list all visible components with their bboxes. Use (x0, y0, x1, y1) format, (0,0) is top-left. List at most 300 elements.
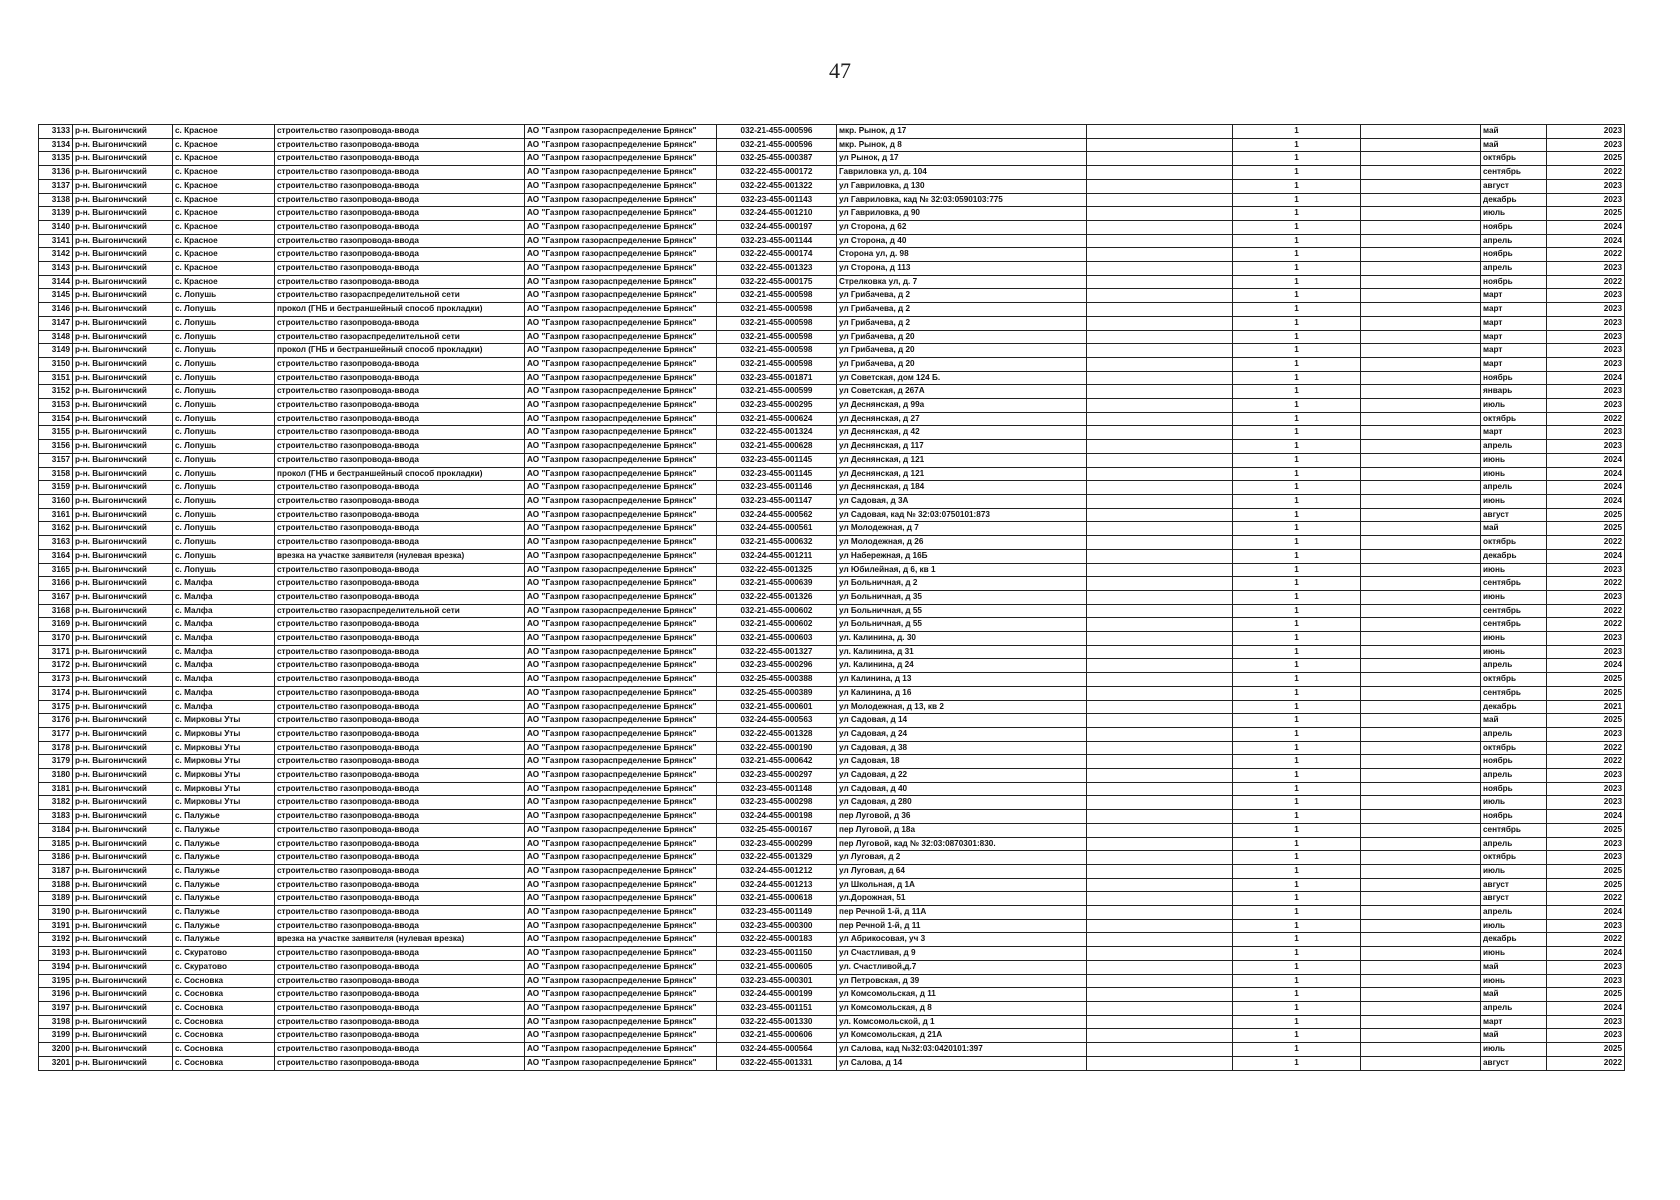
empty-column-cell (1087, 152, 1233, 166)
row-number-cell: 3189 (39, 892, 73, 906)
row-number-cell: 3147 (39, 316, 73, 330)
year-cell: 2024 (1547, 234, 1625, 248)
district-cell: р-н. Выгоничский (73, 632, 173, 646)
table-row (39, 330, 1625, 344)
organization-cell: АО "Газпром газораспределение Брянск" (525, 481, 717, 495)
application-code-cell: 032-23-455-001871 (717, 371, 837, 385)
district-cell: р-н. Выгоничский (73, 385, 173, 399)
empty-column-cell (1361, 385, 1481, 399)
quantity-cell: 1 (1233, 960, 1361, 974)
organization-cell: АО "Газпром газораспределение Брянск" (525, 659, 717, 673)
district-cell: р-н. Выгоничский (73, 138, 173, 152)
empty-column-cell (1361, 851, 1481, 865)
application-code-cell: 032-24-455-001210 (717, 207, 837, 221)
district-cell: р-н. Выгоничский (73, 947, 173, 961)
row-number-cell: 3168 (39, 604, 73, 618)
month-cell: май (1481, 138, 1547, 152)
year-cell: 2023 (1547, 344, 1625, 358)
row-number-cell: 3159 (39, 481, 73, 495)
year-cell: 2024 (1547, 810, 1625, 824)
quantity-cell: 1 (1233, 769, 1361, 783)
quantity-cell: 1 (1233, 947, 1361, 961)
year-cell: 2023 (1547, 385, 1625, 399)
empty-column-cell (1361, 632, 1481, 646)
work-type-cell: строительство газопровода-ввода (275, 179, 525, 193)
empty-column-cell (1087, 440, 1233, 454)
settlement-cell: с. Красное (173, 179, 275, 193)
application-code-cell: 032-21-455-000632 (717, 536, 837, 550)
year-cell: 2024 (1547, 659, 1625, 673)
quantity-cell: 1 (1233, 878, 1361, 892)
empty-column-cell (1087, 810, 1233, 824)
work-type-cell: строительство газопровода-ввода (275, 536, 525, 550)
address-cell: ул Садовая, д 40 (837, 782, 1087, 796)
application-code-cell: 032-21-455-000598 (717, 357, 837, 371)
settlement-cell: с. Мирковы Уты (173, 714, 275, 728)
organization-cell: АО "Газпром газораспределение Брянск" (525, 220, 717, 234)
address-cell: ул Рынок, д 17 (837, 152, 1087, 166)
organization-cell: АО "Газпром газораспределение Брянск" (525, 960, 717, 974)
application-code-cell: 032-22-455-001331 (717, 1056, 837, 1070)
district-cell: р-н. Выгоничский (73, 919, 173, 933)
row-number-cell: 3182 (39, 796, 73, 810)
address-cell: ул Молодежная, д 7 (837, 522, 1087, 536)
table-row (39, 316, 1625, 330)
application-code-cell: 032-21-455-000601 (717, 700, 837, 714)
settlement-cell: с. Мирковы Уты (173, 769, 275, 783)
application-code-cell: 032-22-455-001322 (717, 179, 837, 193)
row-number-cell: 3140 (39, 220, 73, 234)
work-type-cell: строительство газопровода-ввода (275, 275, 525, 289)
organization-cell: АО "Газпром газораспределение Брянск" (525, 549, 717, 563)
table-row (39, 371, 1625, 385)
organization-cell: АО "Газпром газораспределение Брянск" (525, 179, 717, 193)
quantity-cell: 1 (1233, 1015, 1361, 1029)
district-cell: р-н. Выгоничский (73, 796, 173, 810)
empty-column-cell (1361, 714, 1481, 728)
month-cell: ноябрь (1481, 755, 1547, 769)
empty-column-cell (1087, 522, 1233, 536)
row-number-cell: 3198 (39, 1015, 73, 1029)
district-cell: р-н. Выгоничский (73, 618, 173, 632)
quantity-cell: 1 (1233, 796, 1361, 810)
settlement-cell: с. Палужье (173, 906, 275, 920)
address-cell: пер Луговой, кад № 32:03:0870301:830. (837, 837, 1087, 851)
month-cell: апрель (1481, 837, 1547, 851)
empty-column-cell (1361, 289, 1481, 303)
quantity-cell: 1 (1233, 234, 1361, 248)
empty-column-cell (1361, 522, 1481, 536)
year-cell: 2023 (1547, 330, 1625, 344)
organization-cell: АО "Газпром газораспределение Брянск" (525, 906, 717, 920)
empty-column-cell (1361, 769, 1481, 783)
month-cell: октябрь (1481, 412, 1547, 426)
address-cell: ул Садовая, 18 (837, 755, 1087, 769)
work-type-cell: строительство газопровода-ввода (275, 481, 525, 495)
table-row (39, 536, 1625, 550)
year-cell: 2023 (1547, 590, 1625, 604)
year-cell: 2025 (1547, 864, 1625, 878)
settlement-cell: с. Красное (173, 220, 275, 234)
month-cell: апрель (1481, 234, 1547, 248)
organization-cell: АО "Газпром газораспределение Брянск" (525, 686, 717, 700)
settlement-cell: с. Лопушь (173, 289, 275, 303)
settlement-cell: с. Лопушь (173, 508, 275, 522)
table-row (39, 673, 1625, 687)
empty-column-cell (1087, 618, 1233, 632)
quantity-cell: 1 (1233, 248, 1361, 262)
empty-column-cell (1361, 673, 1481, 687)
empty-column-cell (1361, 810, 1481, 824)
application-code-cell: 032-25-455-000388 (717, 673, 837, 687)
row-number-cell: 3177 (39, 727, 73, 741)
empty-column-cell (1087, 371, 1233, 385)
empty-column-cell (1087, 769, 1233, 783)
empty-column-cell (1361, 330, 1481, 344)
address-cell: ул. Калинина, д 31 (837, 645, 1087, 659)
empty-column-cell (1087, 1029, 1233, 1043)
district-cell: р-н. Выгоничский (73, 248, 173, 262)
address-cell: ул Садовая, д 280 (837, 796, 1087, 810)
empty-column-cell (1361, 1002, 1481, 1016)
row-number-cell: 3171 (39, 645, 73, 659)
work-type-cell: строительство газопровода-ввода (275, 125, 525, 139)
page-number: 47 (829, 58, 851, 83)
empty-column-cell (1087, 947, 1233, 961)
application-code-cell: 032-23-455-001146 (717, 481, 837, 495)
settlement-cell: с. Лопушь (173, 385, 275, 399)
organization-cell: АО "Газпром газораспределение Брянск" (525, 371, 717, 385)
empty-column-cell (1361, 316, 1481, 330)
row-number-cell: 3184 (39, 823, 73, 837)
work-type-cell: строительство газопровода-ввода (275, 645, 525, 659)
year-cell: 2023 (1547, 440, 1625, 454)
application-code-cell: 032-21-455-000599 (717, 385, 837, 399)
empty-column-cell (1087, 1002, 1233, 1016)
empty-column-cell (1087, 166, 1233, 180)
application-code-cell: 032-23-455-000300 (717, 919, 837, 933)
row-number-cell: 3153 (39, 399, 73, 413)
application-code-cell: 032-23-455-000297 (717, 769, 837, 783)
district-cell: р-н. Выгоничский (73, 344, 173, 358)
empty-column-cell (1361, 686, 1481, 700)
organization-cell: АО "Газпром газораспределение Брянск" (525, 782, 717, 796)
month-cell: март (1481, 303, 1547, 317)
organization-cell: АО "Газпром газораспределение Брянск" (525, 303, 717, 317)
row-number-cell: 3187 (39, 864, 73, 878)
year-cell: 2023 (1547, 796, 1625, 810)
table-row (39, 440, 1625, 454)
row-number-cell: 3175 (39, 700, 73, 714)
district-cell: р-н. Выгоничский (73, 837, 173, 851)
row-number-cell: 3139 (39, 207, 73, 221)
table-row (39, 494, 1625, 508)
empty-column-cell (1087, 481, 1233, 495)
address-cell: ул. Калинина, д 24 (837, 659, 1087, 673)
quantity-cell: 1 (1233, 1029, 1361, 1043)
organization-cell: АО "Газпром газораспределение Брянск" (525, 577, 717, 591)
table-row (39, 864, 1625, 878)
address-cell: ул Деснянская, д 42 (837, 426, 1087, 440)
application-code-cell: 032-23-455-001149 (717, 906, 837, 920)
year-cell: 2023 (1547, 851, 1625, 865)
year-cell: 2022 (1547, 933, 1625, 947)
table-row (39, 837, 1625, 851)
district-cell: р-н. Выгоничский (73, 673, 173, 687)
address-cell: ул Комсомольская, д 21А (837, 1029, 1087, 1043)
month-cell: ноябрь (1481, 220, 1547, 234)
table-row (39, 179, 1625, 193)
settlement-cell: с. Сосновка (173, 1015, 275, 1029)
row-number-cell: 3166 (39, 577, 73, 591)
district-cell: р-н. Выгоничский (73, 892, 173, 906)
address-cell: ул Луговая, д 64 (837, 864, 1087, 878)
table-row (39, 234, 1625, 248)
settlement-cell: с. Красное (173, 248, 275, 262)
empty-column-cell (1087, 125, 1233, 139)
quantity-cell: 1 (1233, 632, 1361, 646)
quantity-cell: 1 (1233, 549, 1361, 563)
year-cell: 2022 (1547, 248, 1625, 262)
organization-cell: АО "Газпром газораспределение Брянск" (525, 426, 717, 440)
empty-column-cell (1087, 892, 1233, 906)
table-row (39, 796, 1625, 810)
empty-column-cell (1361, 755, 1481, 769)
application-code-cell: 032-25-455-000389 (717, 686, 837, 700)
empty-column-cell (1087, 782, 1233, 796)
organization-cell: АО "Газпром газораспределение Брянск" (525, 412, 717, 426)
settlement-cell: с. Лопушь (173, 344, 275, 358)
month-cell: апрель (1481, 769, 1547, 783)
organization-cell: АО "Газпром газораспределение Брянск" (525, 330, 717, 344)
address-cell: ул Больничная, д 55 (837, 618, 1087, 632)
quantity-cell: 1 (1233, 700, 1361, 714)
organization-cell: АО "Газпром газораспределение Брянск" (525, 262, 717, 276)
address-cell: ул Абрикосовая, уч 3 (837, 933, 1087, 947)
application-code-cell: 032-24-455-001212 (717, 864, 837, 878)
settlement-cell: с. Лопушь (173, 563, 275, 577)
row-number-cell: 3152 (39, 385, 73, 399)
year-cell: 2024 (1547, 220, 1625, 234)
settlement-cell: с. Лопушь (173, 536, 275, 550)
year-cell: 2025 (1547, 152, 1625, 166)
year-cell: 2023 (1547, 769, 1625, 783)
row-number-cell: 3193 (39, 947, 73, 961)
empty-column-cell (1087, 536, 1233, 550)
year-cell: 2023 (1547, 837, 1625, 851)
settlement-cell: с. Лопушь (173, 453, 275, 467)
application-code-cell: 032-23-455-001150 (717, 947, 837, 961)
address-cell: ул Петровская, д 39 (837, 974, 1087, 988)
organization-cell: АО "Газпром газораспределение Брянск" (525, 919, 717, 933)
settlement-cell: с. Палужье (173, 892, 275, 906)
year-cell: 2023 (1547, 303, 1625, 317)
organization-cell: АО "Газпром газораспределение Брянск" (525, 399, 717, 413)
quantity-cell: 1 (1233, 399, 1361, 413)
organization-cell: АО "Газпром газораспределение Брянск" (525, 645, 717, 659)
quantity-cell: 1 (1233, 152, 1361, 166)
organization-cell: АО "Газпром газораспределение Брянск" (525, 453, 717, 467)
settlement-cell: с. Палужье (173, 864, 275, 878)
organization-cell: АО "Газпром газораспределение Брянск" (525, 563, 717, 577)
empty-column-cell (1361, 275, 1481, 289)
year-cell: 2023 (1547, 645, 1625, 659)
table-row (39, 385, 1625, 399)
month-cell: июнь (1481, 590, 1547, 604)
empty-column-cell (1087, 823, 1233, 837)
table-row (39, 727, 1625, 741)
year-cell: 2023 (1547, 727, 1625, 741)
row-number-cell: 3170 (39, 632, 73, 646)
empty-column-cell (1361, 412, 1481, 426)
quantity-cell: 1 (1233, 741, 1361, 755)
application-code-cell: 032-24-455-000563 (717, 714, 837, 728)
work-type-cell: строительство газопровода-ввода (275, 316, 525, 330)
row-number-cell: 3145 (39, 289, 73, 303)
table-row (39, 700, 1625, 714)
district-cell: р-н. Выгоничский (73, 974, 173, 988)
organization-cell: АО "Газпром газораспределение Брянск" (525, 316, 717, 330)
table-row (39, 399, 1625, 413)
table-row (39, 453, 1625, 467)
district-cell: р-н. Выгоничский (73, 645, 173, 659)
application-code-cell: 032-25-455-000387 (717, 152, 837, 166)
empty-column-cell (1361, 453, 1481, 467)
quantity-cell: 1 (1233, 686, 1361, 700)
quantity-cell: 1 (1233, 919, 1361, 933)
year-cell: 2024 (1547, 947, 1625, 961)
work-type-cell: строительство газопровода-ввода (275, 166, 525, 180)
settlement-cell: с. Лопушь (173, 371, 275, 385)
organization-cell: АО "Газпром газораспределение Брянск" (525, 974, 717, 988)
address-cell: ул Грибачева, д 2 (837, 303, 1087, 317)
organization-cell: АО "Газпром газораспределение Брянск" (525, 851, 717, 865)
month-cell: март (1481, 357, 1547, 371)
empty-column-cell (1087, 426, 1233, 440)
work-type-cell: строительство газопровода-ввода (275, 262, 525, 276)
organization-cell: АО "Газпром газораспределение Брянск" (525, 590, 717, 604)
month-cell: июль (1481, 1043, 1547, 1057)
empty-column-cell (1361, 371, 1481, 385)
district-cell: р-н. Выгоничский (73, 878, 173, 892)
settlement-cell: с. Малфа (173, 590, 275, 604)
table-row (39, 248, 1625, 262)
empty-column-cell (1087, 549, 1233, 563)
month-cell: май (1481, 714, 1547, 728)
settlement-cell: с. Сосновка (173, 988, 275, 1002)
table-row (39, 125, 1625, 139)
month-cell: август (1481, 892, 1547, 906)
row-number-cell: 3164 (39, 549, 73, 563)
application-code-cell: 032-24-455-000564 (717, 1043, 837, 1057)
empty-column-cell (1087, 494, 1233, 508)
address-cell: ул. Счастливой,д.7 (837, 960, 1087, 974)
empty-column-cell (1361, 837, 1481, 851)
year-cell: 2023 (1547, 193, 1625, 207)
work-type-cell: строительство газопровода-ввода (275, 769, 525, 783)
district-cell: р-н. Выгоничский (73, 275, 173, 289)
empty-column-cell (1361, 988, 1481, 1002)
application-code-cell: 032-24-455-000199 (717, 988, 837, 1002)
empty-column-cell (1361, 467, 1481, 481)
quantity-cell: 1 (1233, 316, 1361, 330)
table-row (39, 769, 1625, 783)
address-cell: пер Луговой, д 36 (837, 810, 1087, 824)
work-type-cell: строительство газопровода-ввода (275, 988, 525, 1002)
year-cell: 2023 (1547, 138, 1625, 152)
address-cell: ул Деснянская, д 121 (837, 453, 1087, 467)
empty-column-cell (1087, 316, 1233, 330)
application-code-cell: 032-23-455-000298 (717, 796, 837, 810)
table-row (39, 645, 1625, 659)
empty-column-cell (1361, 796, 1481, 810)
month-cell: июль (1481, 207, 1547, 221)
empty-column-cell (1087, 275, 1233, 289)
table-row (39, 138, 1625, 152)
quantity-cell: 1 (1233, 303, 1361, 317)
application-code-cell: 032-21-455-000605 (717, 960, 837, 974)
settlement-cell: с. Малфа (173, 577, 275, 591)
year-cell: 2023 (1547, 399, 1625, 413)
empty-column-cell (1087, 193, 1233, 207)
district-cell: р-н. Выгоничский (73, 357, 173, 371)
month-cell: июль (1481, 796, 1547, 810)
month-cell: сентябрь (1481, 604, 1547, 618)
district-cell: р-н. Выгоничский (73, 399, 173, 413)
quantity-cell: 1 (1233, 522, 1361, 536)
quantity-cell: 1 (1233, 330, 1361, 344)
month-cell: август (1481, 508, 1547, 522)
table-row (39, 549, 1625, 563)
application-code-cell: 032-23-455-001145 (717, 453, 837, 467)
year-cell: 2025 (1547, 823, 1625, 837)
row-number-cell: 3200 (39, 1043, 73, 1057)
district-cell: р-н. Выгоничский (73, 494, 173, 508)
empty-column-cell (1087, 645, 1233, 659)
district-cell: р-н. Выгоничский (73, 179, 173, 193)
settlement-cell: с. Сосновка (173, 1002, 275, 1016)
empty-column-cell (1087, 851, 1233, 865)
settlement-cell: с. Лопушь (173, 357, 275, 371)
empty-column-cell (1087, 563, 1233, 577)
work-type-cell: строительство газораспределительной сети (275, 604, 525, 618)
address-cell: ул Советская, дом 124 Б. (837, 371, 1087, 385)
settlement-cell: с. Малфа (173, 645, 275, 659)
empty-column-cell (1087, 138, 1233, 152)
organization-cell: АО "Газпром газораспределение Брянск" (525, 344, 717, 358)
empty-column-cell (1361, 179, 1481, 193)
work-type-cell: строительство газопровода-ввода (275, 632, 525, 646)
work-type-cell: строительство газопровода-ввода (275, 522, 525, 536)
empty-column-cell (1361, 508, 1481, 522)
table-row (39, 755, 1625, 769)
application-code-cell: 032-23-455-000299 (717, 837, 837, 851)
application-code-cell: 032-21-455-000598 (717, 303, 837, 317)
row-number-cell: 3158 (39, 467, 73, 481)
quantity-cell: 1 (1233, 166, 1361, 180)
table-row (39, 851, 1625, 865)
address-cell: ул Салова, д 14 (837, 1056, 1087, 1070)
district-cell: р-н. Выгоничский (73, 1029, 173, 1043)
row-number-cell: 3137 (39, 179, 73, 193)
quantity-cell: 1 (1233, 590, 1361, 604)
row-number-cell: 3173 (39, 673, 73, 687)
table-row (39, 892, 1625, 906)
table-row (39, 618, 1625, 632)
settlement-cell: с. Палужье (173, 919, 275, 933)
quantity-cell: 1 (1233, 577, 1361, 591)
address-cell: ул Советская, д 267А (837, 385, 1087, 399)
